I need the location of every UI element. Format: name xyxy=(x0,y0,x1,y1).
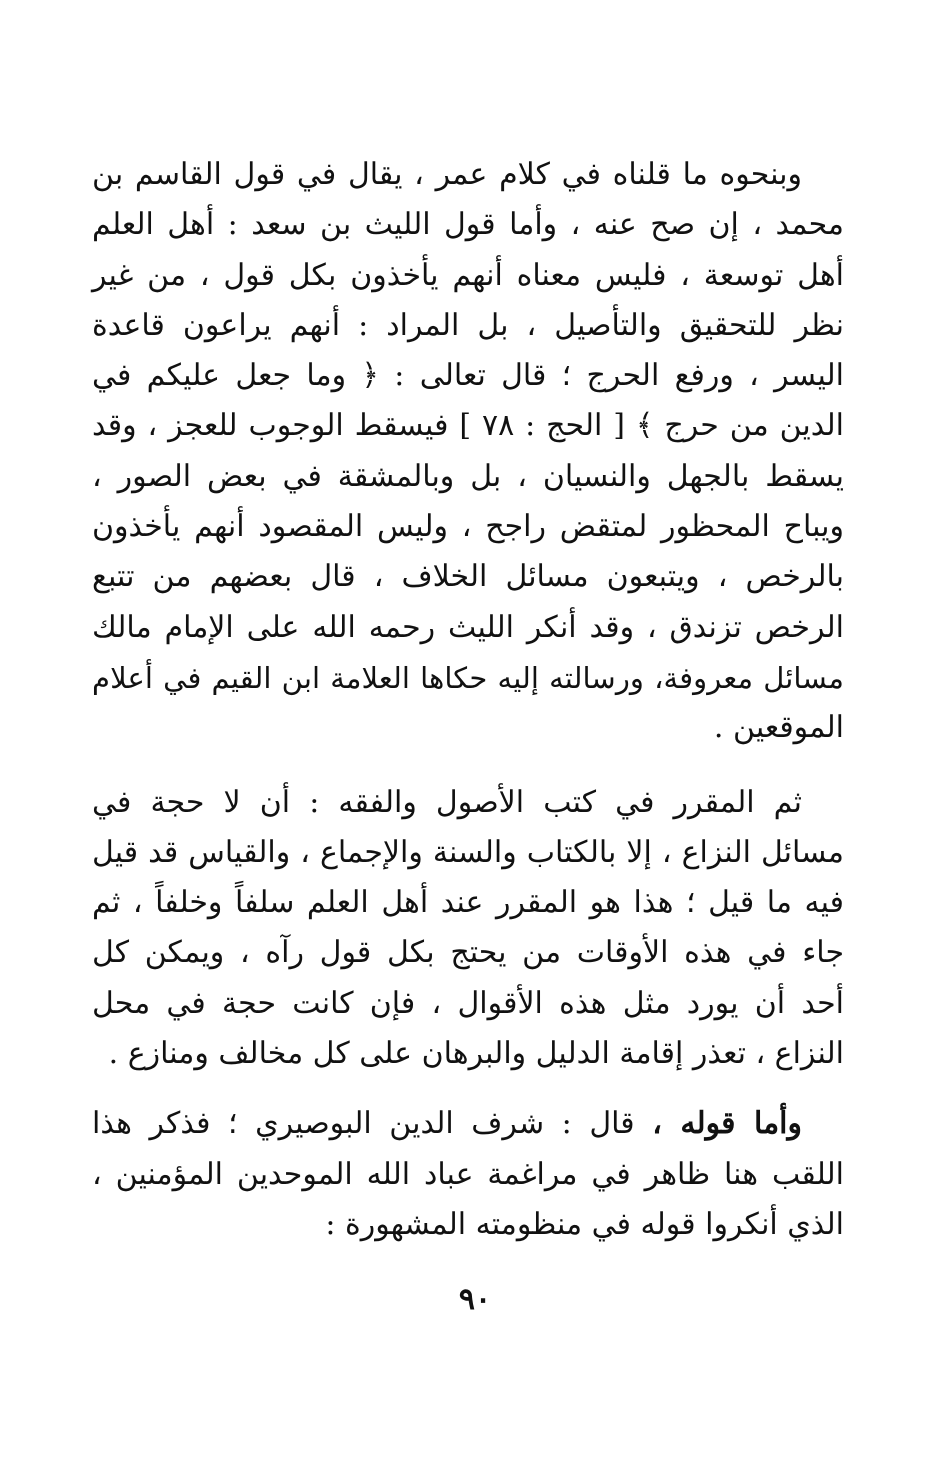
text-line: ثم المقرر في كتب الأصول والفقه : أن لا حجة في xyxy=(92,784,802,820)
text-line: مسائل النزاع ، إلا بالكتاب والسنة والإجماع ، والقياس قد قيل xyxy=(92,834,844,870)
lead-phrase: وأما قوله ، xyxy=(652,1106,803,1142)
text-line: وبنحوه ما قلناه في كلام عمر ، يقال في قول القاسم بن xyxy=(92,157,802,192)
paragraph-3 xyxy=(92,1099,844,1250)
text-line: الرخص تزندق ، وقد أنكر الليث رحمه الله على الإمام مالك xyxy=(92,609,845,645)
text-line: نظر للتحقيق والتأصيل ، بل المراد : أنهم يراعون قاعدة xyxy=(92,307,844,343)
text-line: بالرخص ، ويتبعون مسائل الخلاف ، قال بعضهم من تتبع xyxy=(92,559,844,595)
text-line: اليسر ، ورفع الحرج ؛ قال تعالى : ﴿ وما جعل عليكم في xyxy=(92,358,844,394)
text-line: أهل توسعة ، فليس معناه أنهم يأخذون بكل قول ، من غير xyxy=(92,257,844,293)
text-line: الذي أنكروا قوله في منظومته المشهورة : xyxy=(325,1206,844,1242)
text-line: جاء في هذه الأوقات من يحتج بكل قول رآه ، ويمكن كل xyxy=(92,935,844,971)
text-line xyxy=(92,1099,844,1149)
page-body xyxy=(92,150,844,1250)
paragraph-2 xyxy=(92,778,844,1080)
text-line: أحد أن يورد مثل هذه الأقوال ، فإن كانت حجة في محل xyxy=(92,985,845,1021)
text-line: النزاع ، تعذر إقامة الدليل والبرهان على كل مخالف ومنازع . xyxy=(108,1036,844,1072)
text-line: فيه ما قيل ؛ هذا هو المقرر عند أهل العلم سلفاً وخلفاً ، ثم xyxy=(92,885,844,921)
paragraph-1 xyxy=(92,150,844,754)
text-line: ويباح المحظور لمتقض راجح ، وليس المقصود أنهم يأخذون xyxy=(92,509,844,545)
text-line: مسائل معروفة، ورسالته إليه حكاها العلامة ابن القيم في أعلام xyxy=(92,660,844,695)
text-line: الدين من حرج ﴾ [ الحج : ٧٨ ] فيسقط الوجوب للعجز ، وقد xyxy=(92,408,844,444)
text-line-rest: قال : شرف الدين البوصيري ؛ فذكر هذا xyxy=(92,1106,653,1142)
text-line: الموقعين . xyxy=(713,710,844,746)
page-number: ٩٠ xyxy=(458,1282,492,1317)
text-line: يسقط بالجهل والنسيان ، بل وبالمشقة في بعض الصور ، xyxy=(92,458,845,494)
text-line: اللقب هنا ظاهر في مراغمة عباد الله الموحدين المؤمنين ، xyxy=(92,1156,844,1192)
text-line: محمد ، إن صح عنه ، وأما قول الليث بن سعد : أهل العلم xyxy=(92,207,844,243)
